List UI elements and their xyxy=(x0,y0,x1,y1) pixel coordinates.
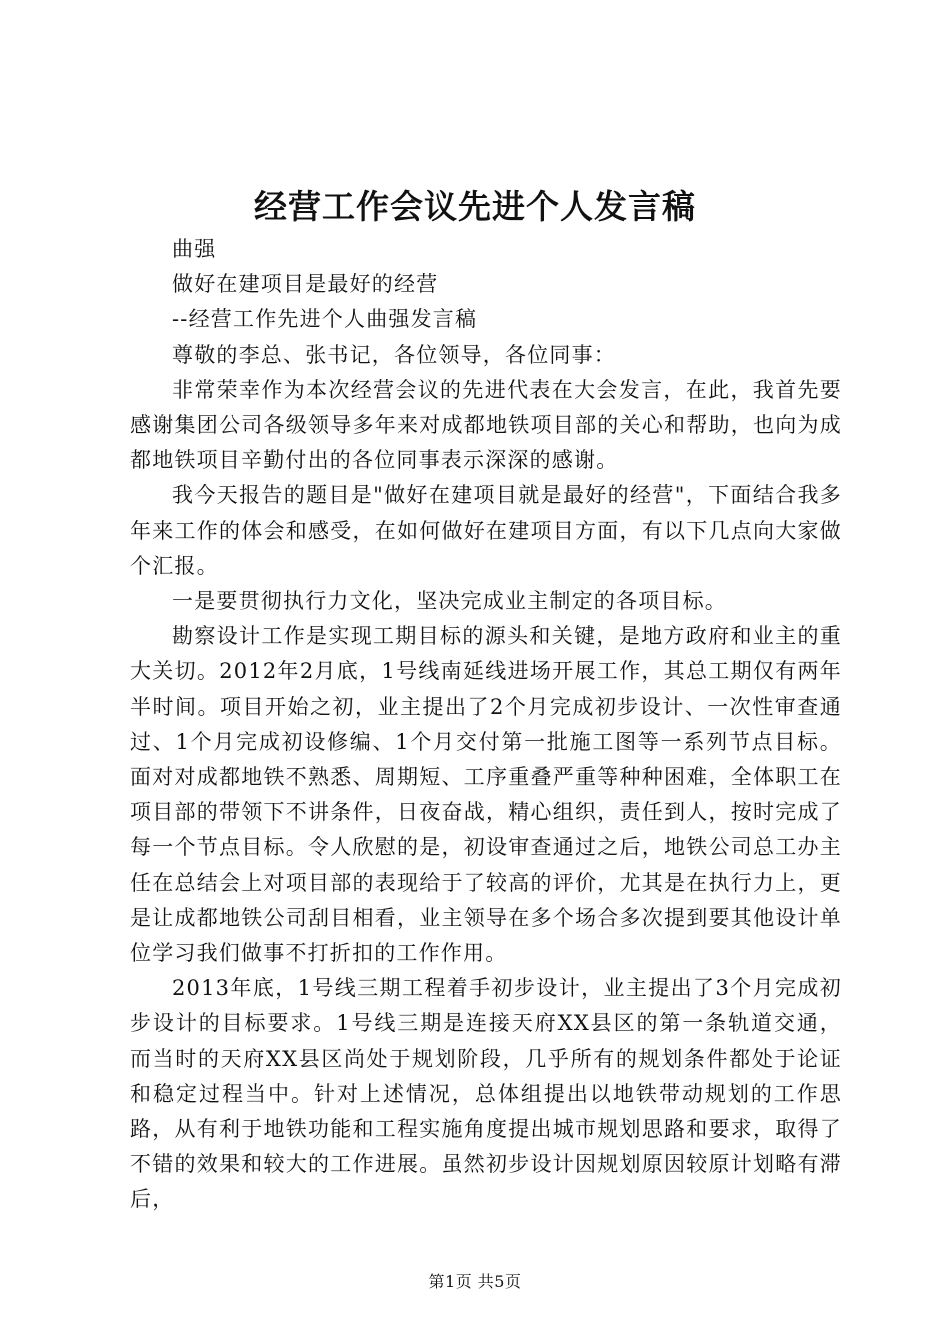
page-number: 第1页 共5页 xyxy=(428,1272,522,1291)
speech-subtitle: 做好在建项目是最好的经营 xyxy=(172,272,439,297)
document-body xyxy=(130,232,842,1218)
salutation: 尊敬的李总、张书记，各位领导，各位同事： xyxy=(172,342,616,367)
speech-byline: --经营工作先进个人曲强发言稿 xyxy=(172,307,478,332)
body-paragraph: 2013年底，1号线三期工程着手初步设计，业主提出了3个月完成初步设计的目标要求。1号线三期是连接天府XX县区的第一条轨道交通，而当时的天府XX县区尚处于规划阶段，几乎所有的规划条件都处于论证和稳定过程当中。针对上述情况，总体组提出以地铁带动规划的工作思路，从有利于地铁功能和工程实施角度提出城市规划思路和要求，取得了不错的效果和较大的工作进展。虽然初步设计因规划原因较原计划略有滞后， xyxy=(130,976,842,1212)
body-paragraph: 勘察设计工作是实现工期目标的源头和关键，是地方政府和业主的重大关切。2012年2月底，1号线南延线进场开展工作，其总工期仅有两年半时间。项目开始之初，业主提出了2个月完成初步设计、一次性审查通过、1个月完成初设修编、1个月交付第一批施工图等一系列节点目标。面对对成都地铁不熟悉、周期短、工序重叠严重等种种困难，全体职工在项目部的带领下不讲条件，日夜奋战，精心组织，责任到人，按时完成了每一个节点目标。令人欣慰的是，初设审查通过之后，地铁公司总工办主任在总结会上对项目部的表现给于了较高的评价，尤其是在执行力上，更是让成都地铁公司刮目相看，业主领导在多个场合多次提到要其他设计单位学习我们做事不打折扣的工作作用。 xyxy=(130,624,842,966)
body-paragraph: 非常荣幸作为本次经营会议的先进代表在大会发言，在此，我首先要感谢集团公司各级领导多年来对成都地铁项目部的关心和帮助，也向为成都地铁项目辛勤付出的各位同事表示深深的感谢。 xyxy=(130,377,842,473)
author-line: 曲强 xyxy=(172,237,217,261)
body-paragraph: 我今天报告的题目是"做好在建项目就是最好的经营"，下面结合我多年来工作的体会和感受，在如何做好在建项目方面，有以下几点向大家做个汇报。 xyxy=(130,483,842,578)
section-heading: 一是要贯彻执行力文化，坚决完成业主制定的各项目标。 xyxy=(172,589,727,614)
document-title: 经营工作会议先进个人发言稿 xyxy=(254,187,696,226)
